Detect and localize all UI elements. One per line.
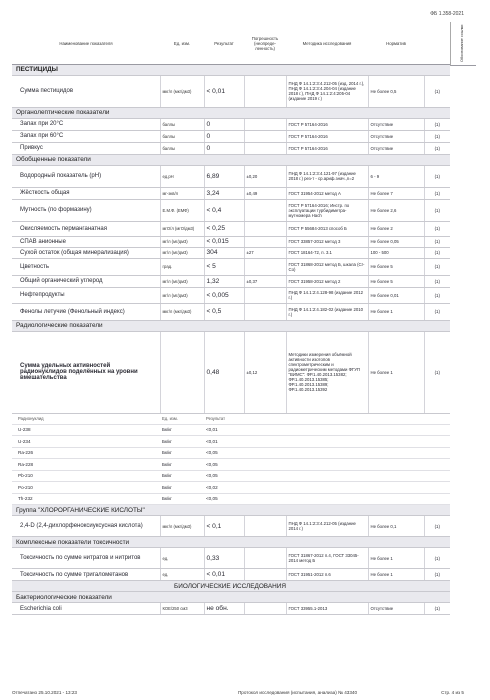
indicator-method: ГОСТ Р 57164-2016 bbox=[286, 118, 368, 130]
table-row bbox=[12, 187, 450, 199]
nuclide-row bbox=[12, 424, 450, 436]
nuclide-unit: Бк/кг bbox=[160, 493, 204, 505]
indicator-reference: (1) bbox=[424, 247, 450, 258]
indicator-result: < 0,01 bbox=[204, 75, 244, 107]
indicator-name: Токсичность по сумме тригалометанов bbox=[12, 569, 160, 581]
nuclide-header-row bbox=[12, 413, 450, 424]
indicator-norm: Не более 5 bbox=[368, 258, 424, 275]
section-header bbox=[12, 505, 450, 516]
nuclide-name: Радионуклид bbox=[12, 413, 160, 424]
nuclide-row bbox=[12, 459, 450, 471]
indicator-reference: (1) bbox=[424, 258, 450, 275]
indicator-error bbox=[244, 569, 286, 581]
indicator-result: не обн. bbox=[204, 603, 244, 615]
table-row bbox=[12, 331, 450, 413]
header-unit: Ед. изм. bbox=[160, 24, 204, 64]
indicator-method: ГОСТ Р 57164-2016 bbox=[286, 130, 368, 142]
nuclide-spacer bbox=[244, 493, 450, 505]
indicator-norm: 6 - 9 bbox=[368, 165, 424, 187]
indicator-name: Запах при 60°С bbox=[12, 130, 160, 142]
table-row bbox=[12, 516, 450, 537]
indicator-error bbox=[244, 603, 286, 615]
indicator-reference: (1) bbox=[424, 130, 450, 142]
footer-printed: Отпечатано 25.10.2021 - 13:23 bbox=[12, 690, 77, 695]
indicator-reference: (1) bbox=[424, 331, 450, 413]
indicator-error bbox=[244, 287, 286, 303]
section-header bbox=[12, 537, 450, 548]
nuclide-unit: Ед. изм. bbox=[160, 413, 204, 424]
table-row bbox=[12, 221, 450, 236]
indicator-method: ПНД Ф 14.1:2:3:4.121-97 (издание 2018 г.) рез-т - ср.ариф.знач.,n=2 bbox=[286, 165, 368, 187]
indicator-error bbox=[244, 199, 286, 221]
indicator-unit bbox=[160, 331, 204, 413]
indicator-name: Окисляемость перманганатная bbox=[12, 221, 160, 236]
indicator-reference: (1) bbox=[424, 287, 450, 303]
table-row bbox=[12, 569, 450, 581]
indicator-reference: (1) bbox=[424, 303, 450, 320]
indicator-unit: баллы bbox=[160, 118, 204, 130]
indicator-method: ГОСТ 31868-2012 метод Б, шкала (Cr-Co) bbox=[286, 258, 368, 275]
indicator-norm: Не более 0,1 bbox=[368, 516, 424, 537]
indicator-error: ±27 bbox=[244, 247, 286, 258]
indicator-error bbox=[244, 142, 286, 154]
indicator-name: Общий органический углерод bbox=[12, 275, 160, 287]
indicator-error: ±0,12 bbox=[244, 331, 286, 413]
indicator-unit: мкг/л (мкг/дм3) bbox=[160, 303, 204, 320]
indicator-norm: 100 - 500 bbox=[368, 247, 424, 258]
indicator-method: ПНД Ф 14.1:2:3:4.212-05 (изд. 2014 г.), ПНД Ф 14.1:2:3:4.204-04 (издание 2018 г.), ПНД Ф 14.1:2:4:205-04 (издание 2019 г.) bbox=[286, 75, 368, 107]
nuclide-row bbox=[12, 447, 450, 459]
indicator-result: 304 bbox=[204, 247, 244, 258]
table-row bbox=[12, 603, 450, 615]
indicator-error: ±0,37 bbox=[244, 275, 286, 287]
nuclide-name: U-234 bbox=[12, 436, 160, 448]
section-header bbox=[12, 592, 450, 603]
indicator-norm: Не более 7 bbox=[368, 187, 424, 199]
nuclide-result: <0,01 bbox=[204, 424, 244, 436]
nuclide-name: Pb-210 bbox=[12, 470, 160, 482]
indicator-result: < 0,01 bbox=[204, 569, 244, 581]
indicator-name: Нефтепродукты bbox=[12, 287, 160, 303]
indicator-reference: (1) bbox=[424, 516, 450, 537]
indicator-method: ПНД Ф 14.1:2:4.182-02 (издание 2010 г.) bbox=[286, 303, 368, 320]
section-title: Радиологические показатели bbox=[12, 320, 450, 331]
indicator-reference: (1) bbox=[424, 199, 450, 221]
indicator-norm: Не более 5 bbox=[368, 275, 424, 287]
indicator-unit: баллы bbox=[160, 130, 204, 142]
nuclide-unit: Бк/кг bbox=[160, 436, 204, 448]
indicator-result: < 0,5 bbox=[204, 303, 244, 320]
table-row bbox=[12, 75, 450, 107]
indicator-unit: мгО/л (мгО/дм3) bbox=[160, 221, 204, 236]
indicator-unit: ед. bbox=[160, 569, 204, 581]
footer-page: Стр. 4 из 5 bbox=[441, 690, 464, 695]
indicator-method: ГОСТ Р 57164-2016; Инстр. по эксплуатации турбидиметра-мутномера Hach bbox=[286, 199, 368, 221]
nuclide-spacer bbox=[244, 459, 450, 471]
indicator-result: 0 bbox=[204, 142, 244, 154]
indicator-error bbox=[244, 236, 286, 247]
nuclide-name: U-238 bbox=[12, 424, 160, 436]
indicator-name: Сухой остаток (общая минерализация) bbox=[12, 247, 160, 258]
indicator-result: 1,32 bbox=[204, 275, 244, 287]
indicator-method: ГОСТ 33955.1-2013 bbox=[286, 603, 368, 615]
indicator-name: Escherichia coli bbox=[12, 603, 160, 615]
header-method: Методика исследования bbox=[286, 24, 368, 64]
indicator-name: Запах при 20°С bbox=[12, 118, 160, 130]
indicator-unit: мг/л (мг/дм3) bbox=[160, 236, 204, 247]
indicator-unit: Е.М.Ф. (ЕМФ) bbox=[160, 199, 204, 221]
indicator-result: < 5 bbox=[204, 258, 244, 275]
section-header bbox=[12, 64, 450, 75]
indicator-reference: (1) bbox=[424, 275, 450, 287]
section-title: Органолептические показатели bbox=[12, 107, 450, 118]
indicator-norm: Не более 1 bbox=[368, 303, 424, 320]
indicator-reference: (1) bbox=[424, 221, 450, 236]
header-extra-label: Обоснование ссылки bbox=[460, 24, 464, 62]
indicator-result: < 0,1 bbox=[204, 516, 244, 537]
indicator-reference: (1) bbox=[424, 569, 450, 581]
footer-protocol: Протокол исследования (испытания, анализа) № 43340 bbox=[238, 690, 357, 695]
nuclide-name: Ra-226 bbox=[12, 447, 160, 459]
indicator-unit: ед. bbox=[160, 548, 204, 569]
indicator-name: 2,4-D (2,4-дихлорфеноксиуксусная кислота) bbox=[12, 516, 160, 537]
nuclide-unit: Бк/кг bbox=[160, 424, 204, 436]
indicator-result: < 0,005 bbox=[204, 287, 244, 303]
section-title: Обобщенные показатели bbox=[12, 154, 450, 165]
indicator-unit: ед.pH bbox=[160, 165, 204, 187]
indicator-name: Мутность (по формазину) bbox=[12, 199, 160, 221]
nuclide-result: <0,05 bbox=[204, 459, 244, 471]
indicator-unit: мкг/л (мкг/дм3) bbox=[160, 516, 204, 537]
section-title: Комплексные показатели токсичности bbox=[12, 537, 450, 548]
nuclide-row bbox=[12, 436, 450, 448]
indicator-method: Методики измерения объёмной активности изотопов спектрометрическим и радиометрическим методами ФГУП "ВИМС": ФР.1.40.2013.15382; ФР.1.40.2013.15385; ФР.1.40.2013.15389; ФР.1.40.2013.15392 bbox=[286, 331, 368, 413]
nuclide-spacer bbox=[244, 470, 450, 482]
table-row bbox=[12, 118, 450, 130]
indicator-method: ГОСТ 31951-2012 п.6 bbox=[286, 569, 368, 581]
nuclide-result: Результат bbox=[204, 413, 244, 424]
nuclide-result: <0,05 bbox=[204, 447, 244, 459]
section-title: Бактериологические показатели bbox=[12, 592, 450, 603]
indicator-name: Фенолы летучие (Фенольный индекс) bbox=[12, 303, 160, 320]
indicator-error bbox=[244, 221, 286, 236]
indicator-result: 6,89 bbox=[204, 165, 244, 187]
indicator-result: 3,24 bbox=[204, 187, 244, 199]
indicator-name: Привкус bbox=[12, 142, 160, 154]
table-row bbox=[12, 258, 450, 275]
section-title: БИОЛОГИЧЕСКИЕ ИССЛЕДОВАНИЯ bbox=[12, 581, 450, 592]
nuclide-unit: Бк/кг bbox=[160, 447, 204, 459]
indicator-norm: Не более 1 bbox=[368, 569, 424, 581]
header-extra bbox=[424, 24, 450, 64]
table-row bbox=[12, 236, 450, 247]
indicator-unit: град. bbox=[160, 258, 204, 275]
indicator-method: ГОСТ 31954-2012 метод А bbox=[286, 187, 368, 199]
indicator-error: ±0,20 bbox=[244, 165, 286, 187]
nuclide-result: <0,05 bbox=[204, 493, 244, 505]
header-error: Погрешность (неопреде-ленность) bbox=[244, 24, 286, 64]
indicator-result: < 0,015 bbox=[204, 236, 244, 247]
indicator-error bbox=[244, 118, 286, 130]
indicator-name: Водородный показатель (pH) bbox=[12, 165, 160, 187]
indicator-name: СПАВ анионные bbox=[12, 236, 160, 247]
indicator-method: ГОСТ 18164-72, п. 3.1 bbox=[286, 247, 368, 258]
table-row bbox=[12, 287, 450, 303]
indicator-result: < 0,4 bbox=[204, 199, 244, 221]
indicator-norm: Не более 0,05 bbox=[368, 236, 424, 247]
nuclide-spacer bbox=[244, 436, 450, 448]
indicator-method: ГОСТ 31867-2012 п.4, ГОСТ 33045-2014 метод Б bbox=[286, 548, 368, 569]
nuclide-spacer bbox=[244, 424, 450, 436]
nuclide-row bbox=[12, 470, 450, 482]
indicator-norm: Не более 0,01 bbox=[368, 287, 424, 303]
indicator-method: ГОСТ Р 55684-2013 способ Б bbox=[286, 221, 368, 236]
indicator-name: Сумма пестицидов bbox=[12, 75, 160, 107]
indicator-method: ГОСТ 31958-2012 метод 2 bbox=[286, 275, 368, 287]
indicator-norm: Отсутствие bbox=[368, 130, 424, 142]
indicator-reference: (1) bbox=[424, 165, 450, 187]
indicator-error bbox=[244, 75, 286, 107]
indicator-norm: Не более 2 bbox=[368, 221, 424, 236]
indicator-reference: (1) bbox=[424, 142, 450, 154]
indicator-result: 0,33 bbox=[204, 548, 244, 569]
indicator-error bbox=[244, 516, 286, 537]
indicator-reference: (1) bbox=[424, 236, 450, 247]
indicator-reference: (1) bbox=[424, 187, 450, 199]
indicator-error bbox=[244, 130, 286, 142]
indicator-reference: (1) bbox=[424, 118, 450, 130]
nuclide-spacer bbox=[244, 413, 450, 424]
indicator-norm: Не более 0,5 bbox=[368, 75, 424, 107]
indicator-method: ГОСТ 33857-2012 метод 3 bbox=[286, 236, 368, 247]
section-title: ПЕСТИЦИДЫ bbox=[12, 64, 450, 75]
nuclide-result: <0,05 bbox=[204, 470, 244, 482]
section-header bbox=[12, 154, 450, 165]
table-row bbox=[12, 142, 450, 154]
table-row bbox=[12, 130, 450, 142]
nuclide-name: Po-210 bbox=[12, 482, 160, 494]
indicator-method: ГОСТ Р 57164-2016 bbox=[286, 142, 368, 154]
nuclide-row bbox=[12, 493, 450, 505]
header-name: Наименование показателя bbox=[12, 24, 160, 64]
nuclide-name: Th-232 bbox=[12, 493, 160, 505]
nuclide-name: Ra-228 bbox=[12, 459, 160, 471]
indicator-reference: (1) bbox=[424, 548, 450, 569]
indicator-unit: мг/л (мг/дм3) bbox=[160, 247, 204, 258]
nuclide-spacer bbox=[244, 482, 450, 494]
indicator-result: < 0,25 bbox=[204, 221, 244, 236]
table-row bbox=[12, 303, 450, 320]
section-header bbox=[12, 581, 450, 592]
indicator-reference: (1) bbox=[424, 75, 450, 107]
indicator-unit: мг/л (мг/дм3) bbox=[160, 275, 204, 287]
nuclide-unit: Бк/кг bbox=[160, 482, 204, 494]
indicator-error bbox=[244, 303, 286, 320]
indicator-norm: Отсутствие bbox=[368, 118, 424, 130]
table-header-row bbox=[12, 24, 450, 64]
indicator-name: Цветность bbox=[12, 258, 160, 275]
indicator-name: Сумма удельных активностей радионуклидов поделённых на уровни вмешательства bbox=[12, 331, 160, 413]
table-row bbox=[12, 247, 450, 258]
header-result: Результат bbox=[204, 24, 244, 64]
section-header bbox=[12, 320, 450, 331]
table-row bbox=[12, 548, 450, 569]
indicator-unit: мкг/л (мкг/дм3) bbox=[160, 75, 204, 107]
report-page bbox=[12, 6, 478, 696]
indicator-reference: (1) bbox=[424, 603, 450, 615]
indicator-norm: Не более 1 bbox=[368, 548, 424, 569]
indicator-unit: мг/л (мг/дм3) bbox=[160, 287, 204, 303]
indicator-error bbox=[244, 258, 286, 275]
table-row bbox=[12, 275, 450, 287]
header-norm: Норматив bbox=[368, 24, 424, 64]
indicator-name: Токсичность по сумме нитратов и нитритов bbox=[12, 548, 160, 569]
results-table bbox=[12, 24, 450, 615]
nuclide-spacer bbox=[244, 447, 450, 459]
section-title: Группа "ХЛОРОРГАНИЧЕСКИЕ КИСЛОТЫ" bbox=[12, 505, 450, 516]
indicator-result: 0 bbox=[204, 118, 244, 130]
indicator-norm: Не более 1 bbox=[368, 331, 424, 413]
indicator-norm: Не более 2,6 bbox=[368, 199, 424, 221]
indicator-unit: баллы bbox=[160, 142, 204, 154]
section-header bbox=[12, 107, 450, 118]
indicator-norm: Отсутствие bbox=[368, 142, 424, 154]
indicator-error: ±0,49 bbox=[244, 187, 286, 199]
rotated-header bbox=[450, 22, 476, 66]
indicator-error bbox=[244, 548, 286, 569]
document-id: ФБ 1.358-2021 bbox=[430, 11, 464, 17]
indicator-result: 0 bbox=[204, 130, 244, 142]
nuclide-result: <0,01 bbox=[204, 436, 244, 448]
indicator-unit: КОЕ/250 см3 bbox=[160, 603, 204, 615]
indicator-name: Жёсткость общая bbox=[12, 187, 160, 199]
indicator-norm: Отсутствие bbox=[368, 603, 424, 615]
nuclide-unit: Бк/кг bbox=[160, 459, 204, 471]
indicator-method: ПНД Ф 14.1:2:4.128-98 (издание 2012 г.) bbox=[286, 287, 368, 303]
nuclide-unit: Бк/кг bbox=[160, 470, 204, 482]
table-row bbox=[12, 165, 450, 187]
indicator-result: 0,48 bbox=[204, 331, 244, 413]
indicator-unit: мг-экв/л bbox=[160, 187, 204, 199]
nuclide-row bbox=[12, 482, 450, 494]
indicator-method: ПНД Ф 14.1:2:3:4.212-05 (издание 2014 г.) bbox=[286, 516, 368, 537]
nuclide-result: <0,02 bbox=[204, 482, 244, 494]
table-row bbox=[12, 199, 450, 221]
